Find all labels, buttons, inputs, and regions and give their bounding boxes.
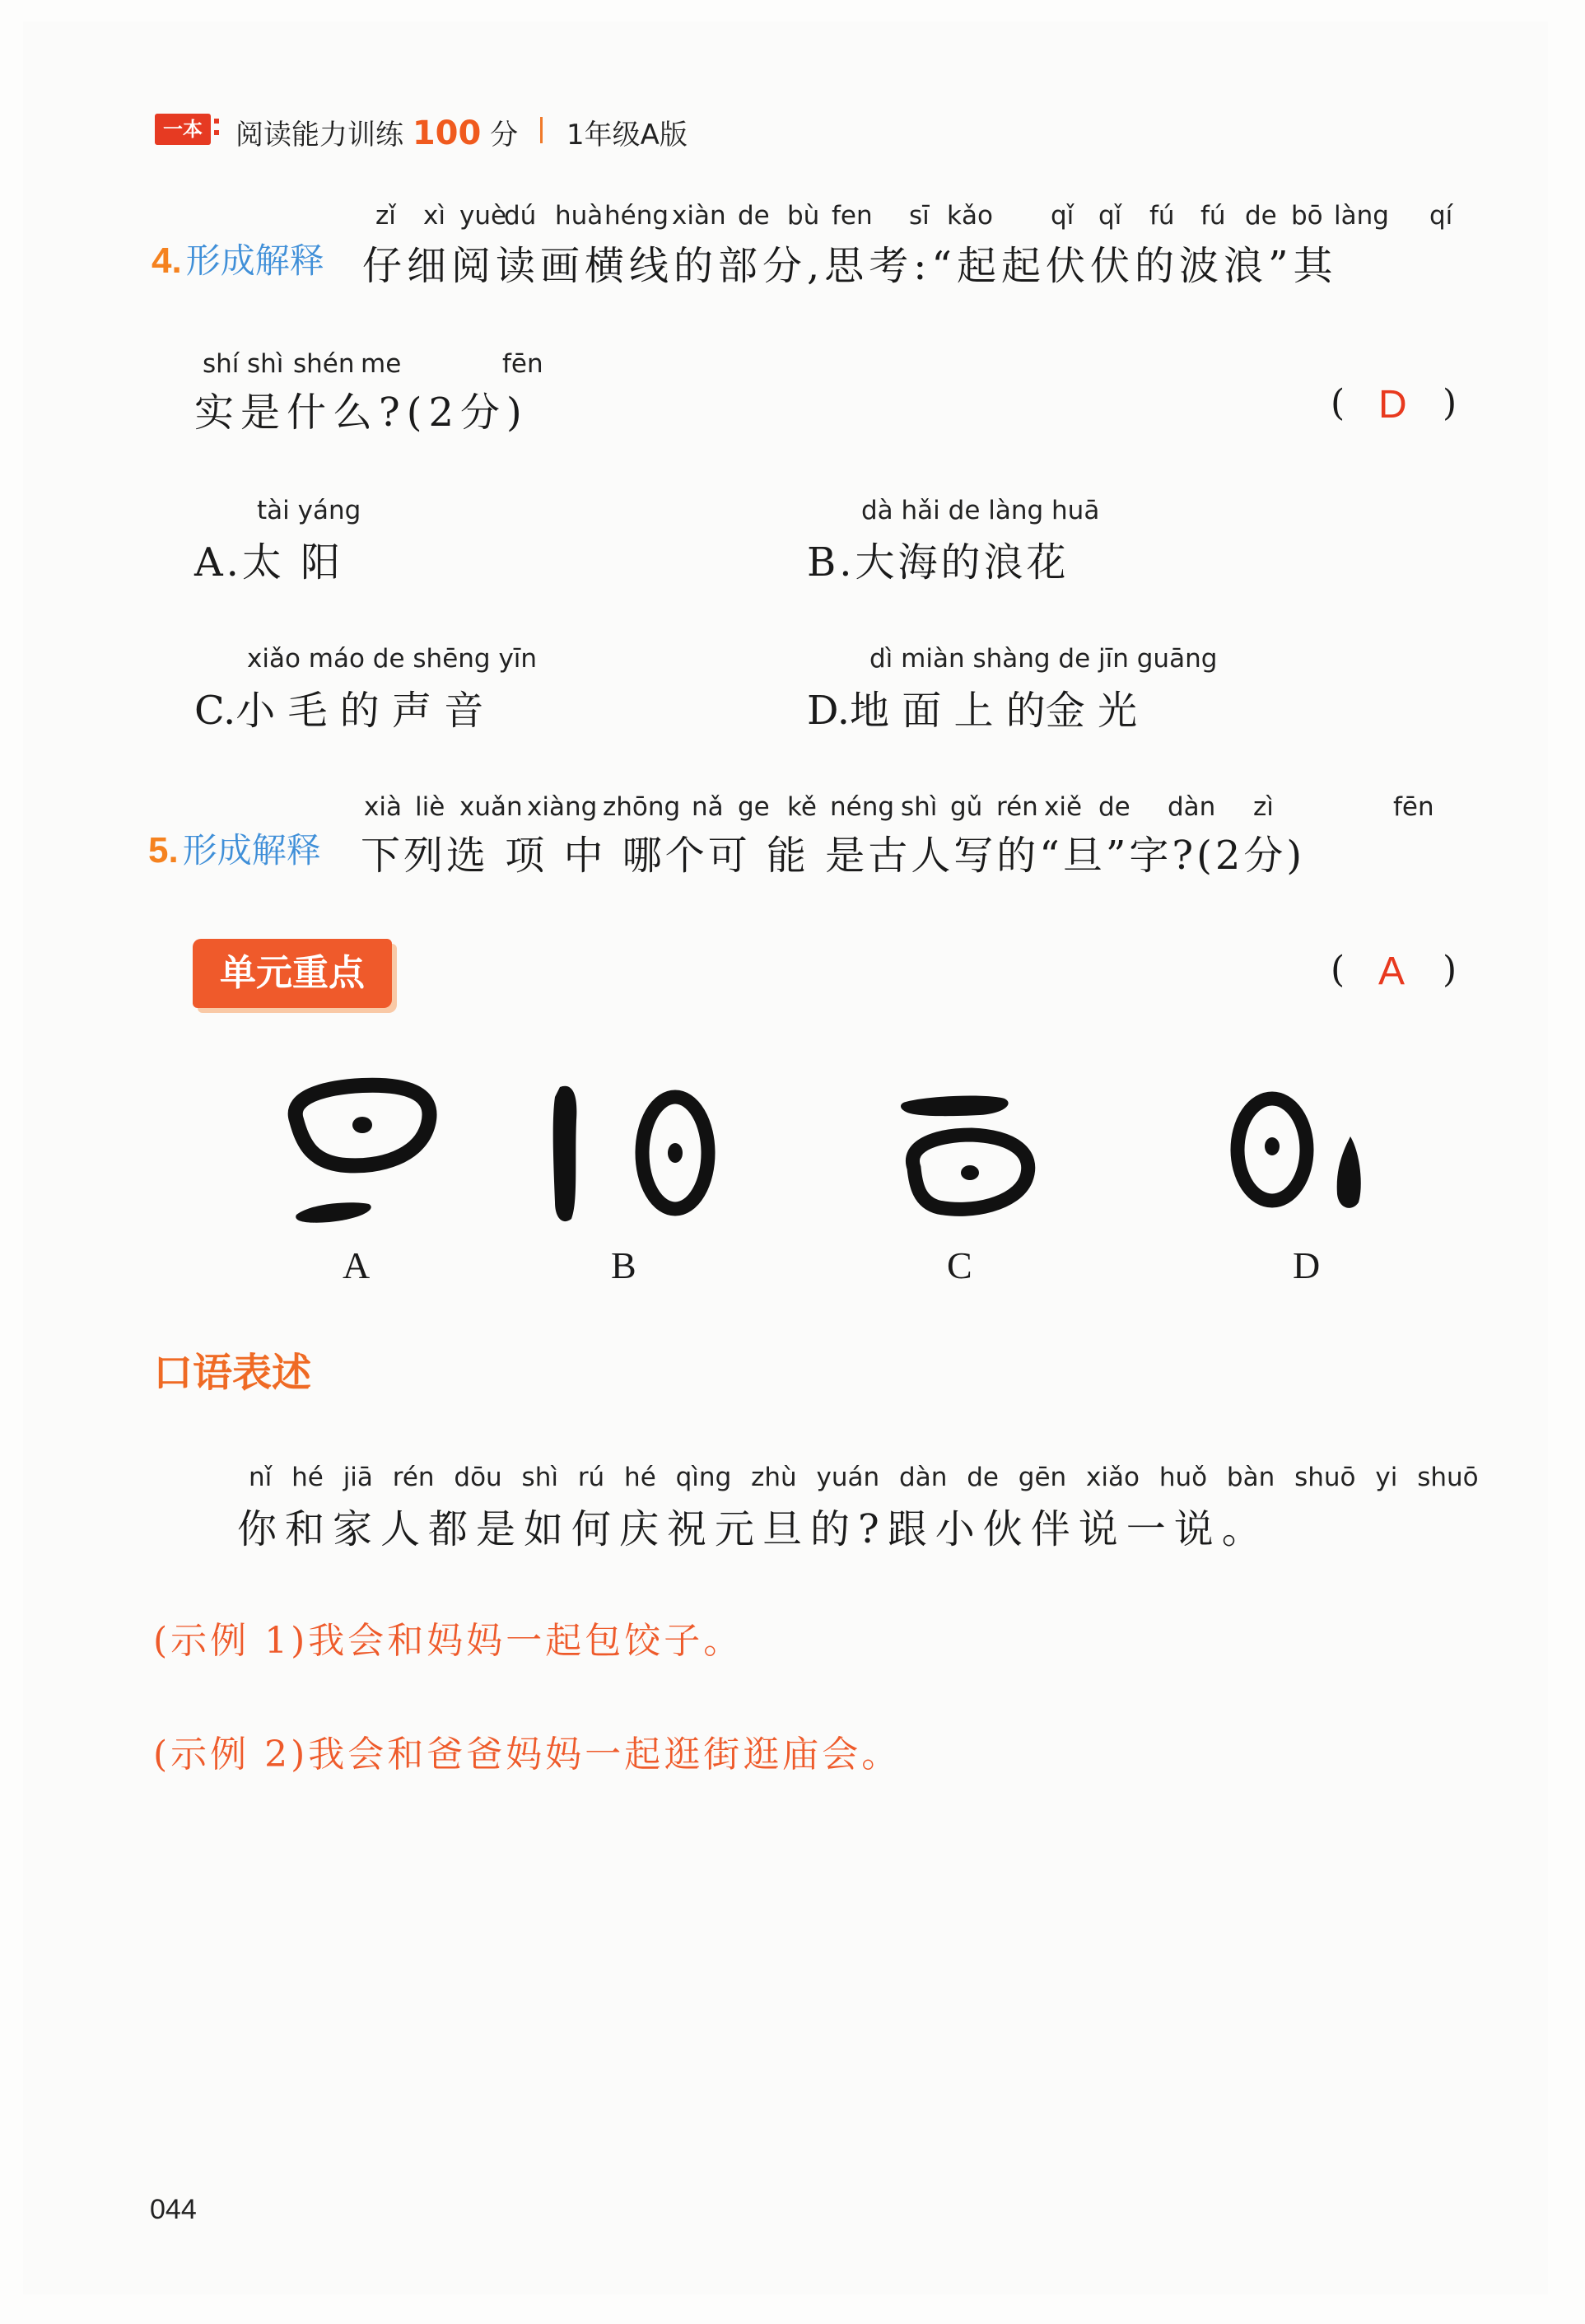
glyph-d-image <box>1238 1099 1361 1208</box>
pinyin-syllable: qǐ <box>1051 201 1075 231</box>
pinyin-syllable: fú <box>1149 201 1175 231</box>
pinyin-syllable: xì <box>423 201 445 231</box>
pinyin-syllable: kě <box>787 792 817 822</box>
option-a-pinyin: tài yáng <box>257 496 361 525</box>
header-divider <box>540 117 543 143</box>
oral-section-title: 口语表述 <box>153 1350 312 1396</box>
oral-question: 你和家人都是如何庆祝元旦的?跟小伙伴说一说。 <box>237 1506 1270 1552</box>
question-4-header <box>152 234 324 283</box>
answer-bracket-close: ) <box>1443 382 1457 424</box>
answer-bracket-open: ( <box>1331 382 1345 424</box>
pinyin-syllable: fú <box>1200 201 1226 231</box>
pinyin-syllable: me <box>361 349 402 379</box>
pinyin-syllable: xuǎn <box>459 792 523 822</box>
pinyin-syllable: huà <box>555 201 604 231</box>
pinyin-syllable: néng <box>830 792 895 822</box>
pinyin-syllable: xiàng <box>527 792 598 822</box>
sample-answer-1: (示例 1)我会和妈妈一起包饺子。 <box>153 1620 744 1662</box>
pinyin-syllable: xià <box>364 792 402 822</box>
pinyin-syllable: shén <box>293 349 355 379</box>
book-title-text: 阅读能力训练 <box>235 119 403 152</box>
pinyin-syllable: de <box>1098 792 1130 822</box>
option-d: D.地 面 上 的金 光 <box>807 688 1138 734</box>
pinyin-syllable: fēn <box>502 349 543 379</box>
page-number: 044 <box>150 2194 197 2225</box>
pinyin-syllable: de <box>738 201 770 231</box>
option-c-pinyin: xiǎo máo de shēng yīn <box>247 644 538 674</box>
grade-label: 1年级A版 <box>566 119 688 152</box>
pinyin-syllable: bō <box>1291 201 1323 231</box>
pinyin-syllable: dú <box>504 201 537 231</box>
pinyin-syllable: yuè <box>459 201 507 231</box>
pinyin-syllable: liè <box>415 792 445 822</box>
book-score-unit: 分 <box>490 119 519 152</box>
pinyin-syllable: nǎ <box>692 792 724 822</box>
pinyin-syllable: qǐ <box>1098 201 1122 231</box>
ancient-glyphs <box>280 1071 1408 1235</box>
pinyin-syllable: héng <box>604 201 669 231</box>
pinyin-syllable: dàn <box>1168 792 1216 822</box>
answer-bracket-open: ( <box>1331 949 1345 991</box>
glyph-c-image <box>901 1096 1028 1210</box>
glyph-b-image <box>553 1086 708 1221</box>
option-c: C.小 毛 的 声 音 <box>194 688 484 734</box>
question-4-text-line1: 仔细阅读画横线的部分,思考:“起起伏伏的波浪”其 <box>362 243 1338 289</box>
question-tag: 形成解释 <box>185 240 324 281</box>
pinyin-syllable: zǐ <box>375 201 396 231</box>
glyph-a-image <box>296 1085 430 1223</box>
glyph-label-a: A <box>343 1244 371 1286</box>
pinyin-syllable: gǔ <box>950 792 983 822</box>
unit-key-badge: 单元重点 <box>193 939 392 1008</box>
pinyin-syllable: fēn <box>1393 792 1434 822</box>
option-a: A.太 阳 <box>194 539 344 586</box>
question-number: 4. <box>152 240 182 281</box>
pinyin-syllable: shì <box>901 792 938 822</box>
glyph-label-d: D <box>1293 1244 1321 1286</box>
pinyin-syllable: zhōng <box>603 792 681 822</box>
pinyin-syllable: bù <box>787 201 820 231</box>
pinyin-syllable: xiě <box>1044 792 1083 822</box>
option-d-pinyin: dì miàn shàng de jīn guāng <box>869 644 1218 674</box>
oral-pinyin: nǐ hé jiā rén dōu shì rú hé qìng zhù yuán dàn de gēn xiǎo huǒ bàn shuō yi shuō <box>249 1463 1479 1492</box>
pinyin-syllable: zì <box>1253 792 1274 822</box>
book-score: 100 <box>412 114 482 152</box>
glyph-label-c: C <box>947 1244 972 1286</box>
pinyin-syllable: shí <box>203 349 240 379</box>
glyph-label-b: B <box>611 1244 636 1286</box>
question-5-answer: A <box>1378 950 1406 993</box>
pinyin-syllable: sī <box>909 201 930 231</box>
pinyin-syllable: fen <box>832 201 873 231</box>
sample-answer-2: (示例 2)我会和爸爸妈妈一起逛街逛庙会。 <box>153 1734 902 1776</box>
pinyin-syllable: ge <box>738 792 770 822</box>
question-5-header <box>148 824 321 873</box>
question-4-answer: D <box>1378 383 1407 427</box>
pinyin-syllable: xiàn <box>672 201 726 231</box>
pinyin-syllable: qí <box>1429 201 1453 231</box>
pinyin-syllable: de <box>1245 201 1277 231</box>
option-b: B.大海的浪花 <box>807 539 1070 586</box>
question-4-text-line2: 实是什么?(2分) <box>194 390 529 436</box>
pinyin-syllable: rén <box>996 792 1038 822</box>
option-b-pinyin: dà hǎi de làng huā <box>861 496 1100 525</box>
question-number: 5. <box>148 830 179 870</box>
pinyin-syllable: shì <box>247 349 284 379</box>
brand-logo: 一本 <box>155 114 211 145</box>
book-title <box>235 112 518 152</box>
question-5-text: 下列选 项 中 哪个可 能 是古人写的“旦”字?(2分) <box>361 833 1306 879</box>
pinyin-syllable: làng <box>1334 201 1389 231</box>
pinyin-syllable: kǎo <box>947 201 993 231</box>
question-tag: 形成解释 <box>182 830 321 870</box>
answer-bracket-close: ) <box>1443 949 1457 991</box>
